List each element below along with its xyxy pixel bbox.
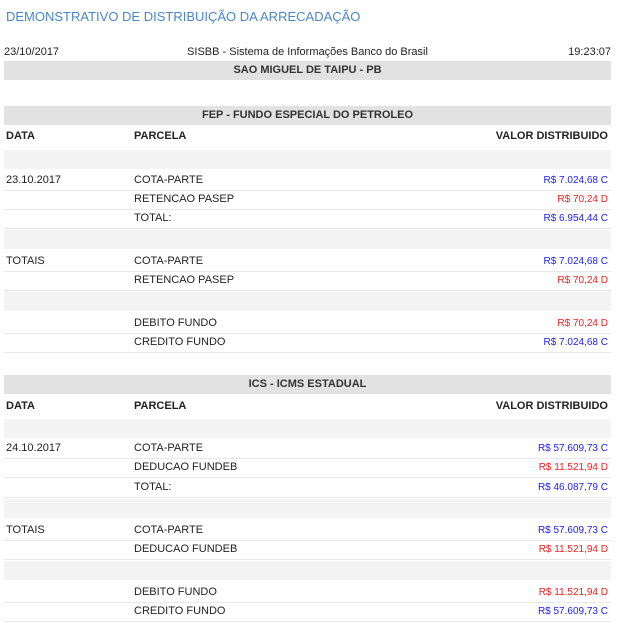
entry-date: 23.10.2017 <box>6 174 62 186</box>
entry-valor: R$ 6.954,44 C <box>543 213 608 224</box>
entry-parcela: DEDUCAO FUNDEB <box>134 461 238 473</box>
section-title <box>4 375 611 394</box>
column-header-row <box>4 397 611 415</box>
totals-valor: R$ 70,24 D <box>557 275 608 286</box>
col-valor-header: VALOR DISTRIBUIDO <box>495 400 608 412</box>
totals-valor: R$ 57.609,73 C <box>537 525 608 536</box>
col-date-header: DATA <box>6 400 35 412</box>
fund-row <box>4 583 611 603</box>
fund-parcela: CREDITO FUNDO <box>134 605 226 617</box>
entry-parcela: COTA-PARTE <box>134 174 204 186</box>
entry-valor: R$ 57.609,73 C <box>537 443 608 454</box>
municipality-name: SAO MIGUEL DE TAIPU - PB <box>233 64 382 76</box>
fund-parcela: DEBITO FUNDO <box>134 317 217 329</box>
totals-label: TOTAIS <box>6 524 45 536</box>
entry-date: 24.10.2017 <box>6 442 62 454</box>
table-row <box>4 190 611 210</box>
col-date-header: DATA <box>6 130 35 142</box>
fund-valor: R$ 7.024,68 C <box>543 337 608 348</box>
entry-valor: R$ 46.087,79 C <box>537 482 608 493</box>
totals-parcela: RETENCAO PASEP <box>134 274 235 286</box>
totals-label: TOTAIS <box>6 255 45 267</box>
entry-valor: R$ 7.024,68 C <box>543 175 608 186</box>
fund-row <box>4 333 611 353</box>
page-title: DEMONSTRATIVO DE DISTRIBUIÇÃO DA ARRECADAÇÃO <box>6 9 361 24</box>
totals-parcela: COTA-PARTE <box>134 524 204 536</box>
entry-parcela: TOTAL: <box>134 212 172 224</box>
entry-parcela: RETENCAO PASEP <box>134 193 235 205</box>
fund-parcela: CREDITO FUNDO <box>134 336 226 348</box>
entry-valor: R$ 70,24 D <box>557 194 608 205</box>
report-date: 23/10/2017 <box>4 46 60 58</box>
column-header-row <box>4 127 611 145</box>
entry-parcela: TOTAL: <box>134 481 172 493</box>
section-title <box>4 106 611 125</box>
totals-row <box>4 271 611 291</box>
fund-parcela: DEBITO FUNDO <box>134 586 217 598</box>
section-title-text: ICS - ICMS ESTADUAL <box>248 378 367 390</box>
section-title-text: FEP - FUNDO ESPECIAL DO PETROLEO <box>201 109 414 121</box>
municipality-band <box>4 61 611 80</box>
col-parcela-header: PARCELA <box>134 400 187 412</box>
fund-valor: R$ 57.609,73 C <box>537 606 608 617</box>
table-row <box>4 478 611 498</box>
table-row <box>4 171 611 191</box>
table-row <box>4 439 611 459</box>
fund-row <box>4 602 611 622</box>
totals-parcela: DEDUCAO FUNDEB <box>134 543 238 555</box>
col-valor-header: VALOR DISTRIBUIDO <box>495 130 608 142</box>
totals-valor: R$ 7.024,68 C <box>543 256 608 267</box>
spacer-row <box>4 561 611 580</box>
spacer-row <box>4 230 611 249</box>
entry-valor: R$ 11.521,94 D <box>538 462 608 473</box>
totals-parcela: COTA-PARTE <box>134 255 204 267</box>
totals-row <box>4 540 611 560</box>
entry-parcela: COTA-PARTE <box>134 442 204 454</box>
fund-row <box>4 314 611 334</box>
system-name: SISBB - Sistema de Informações Banco do Brasil <box>187 46 428 58</box>
fund-valor: R$ 70,24 D <box>557 318 608 329</box>
totals-row <box>4 521 611 541</box>
col-parcela-header: PARCELA <box>134 130 187 142</box>
totals-valor: R$ 11.521,94 D <box>538 544 608 555</box>
fund-valor: R$ 11.521,94 D <box>538 587 608 598</box>
report-time: 19:23:07 <box>568 46 611 58</box>
table-row <box>4 458 611 478</box>
table-row <box>4 209 611 229</box>
spacer-row <box>4 419 611 438</box>
spacer-row <box>4 292 611 311</box>
report-meta <box>4 45 611 59</box>
spacer-row <box>4 499 611 518</box>
totals-row <box>4 252 611 272</box>
spacer-row <box>4 150 611 169</box>
